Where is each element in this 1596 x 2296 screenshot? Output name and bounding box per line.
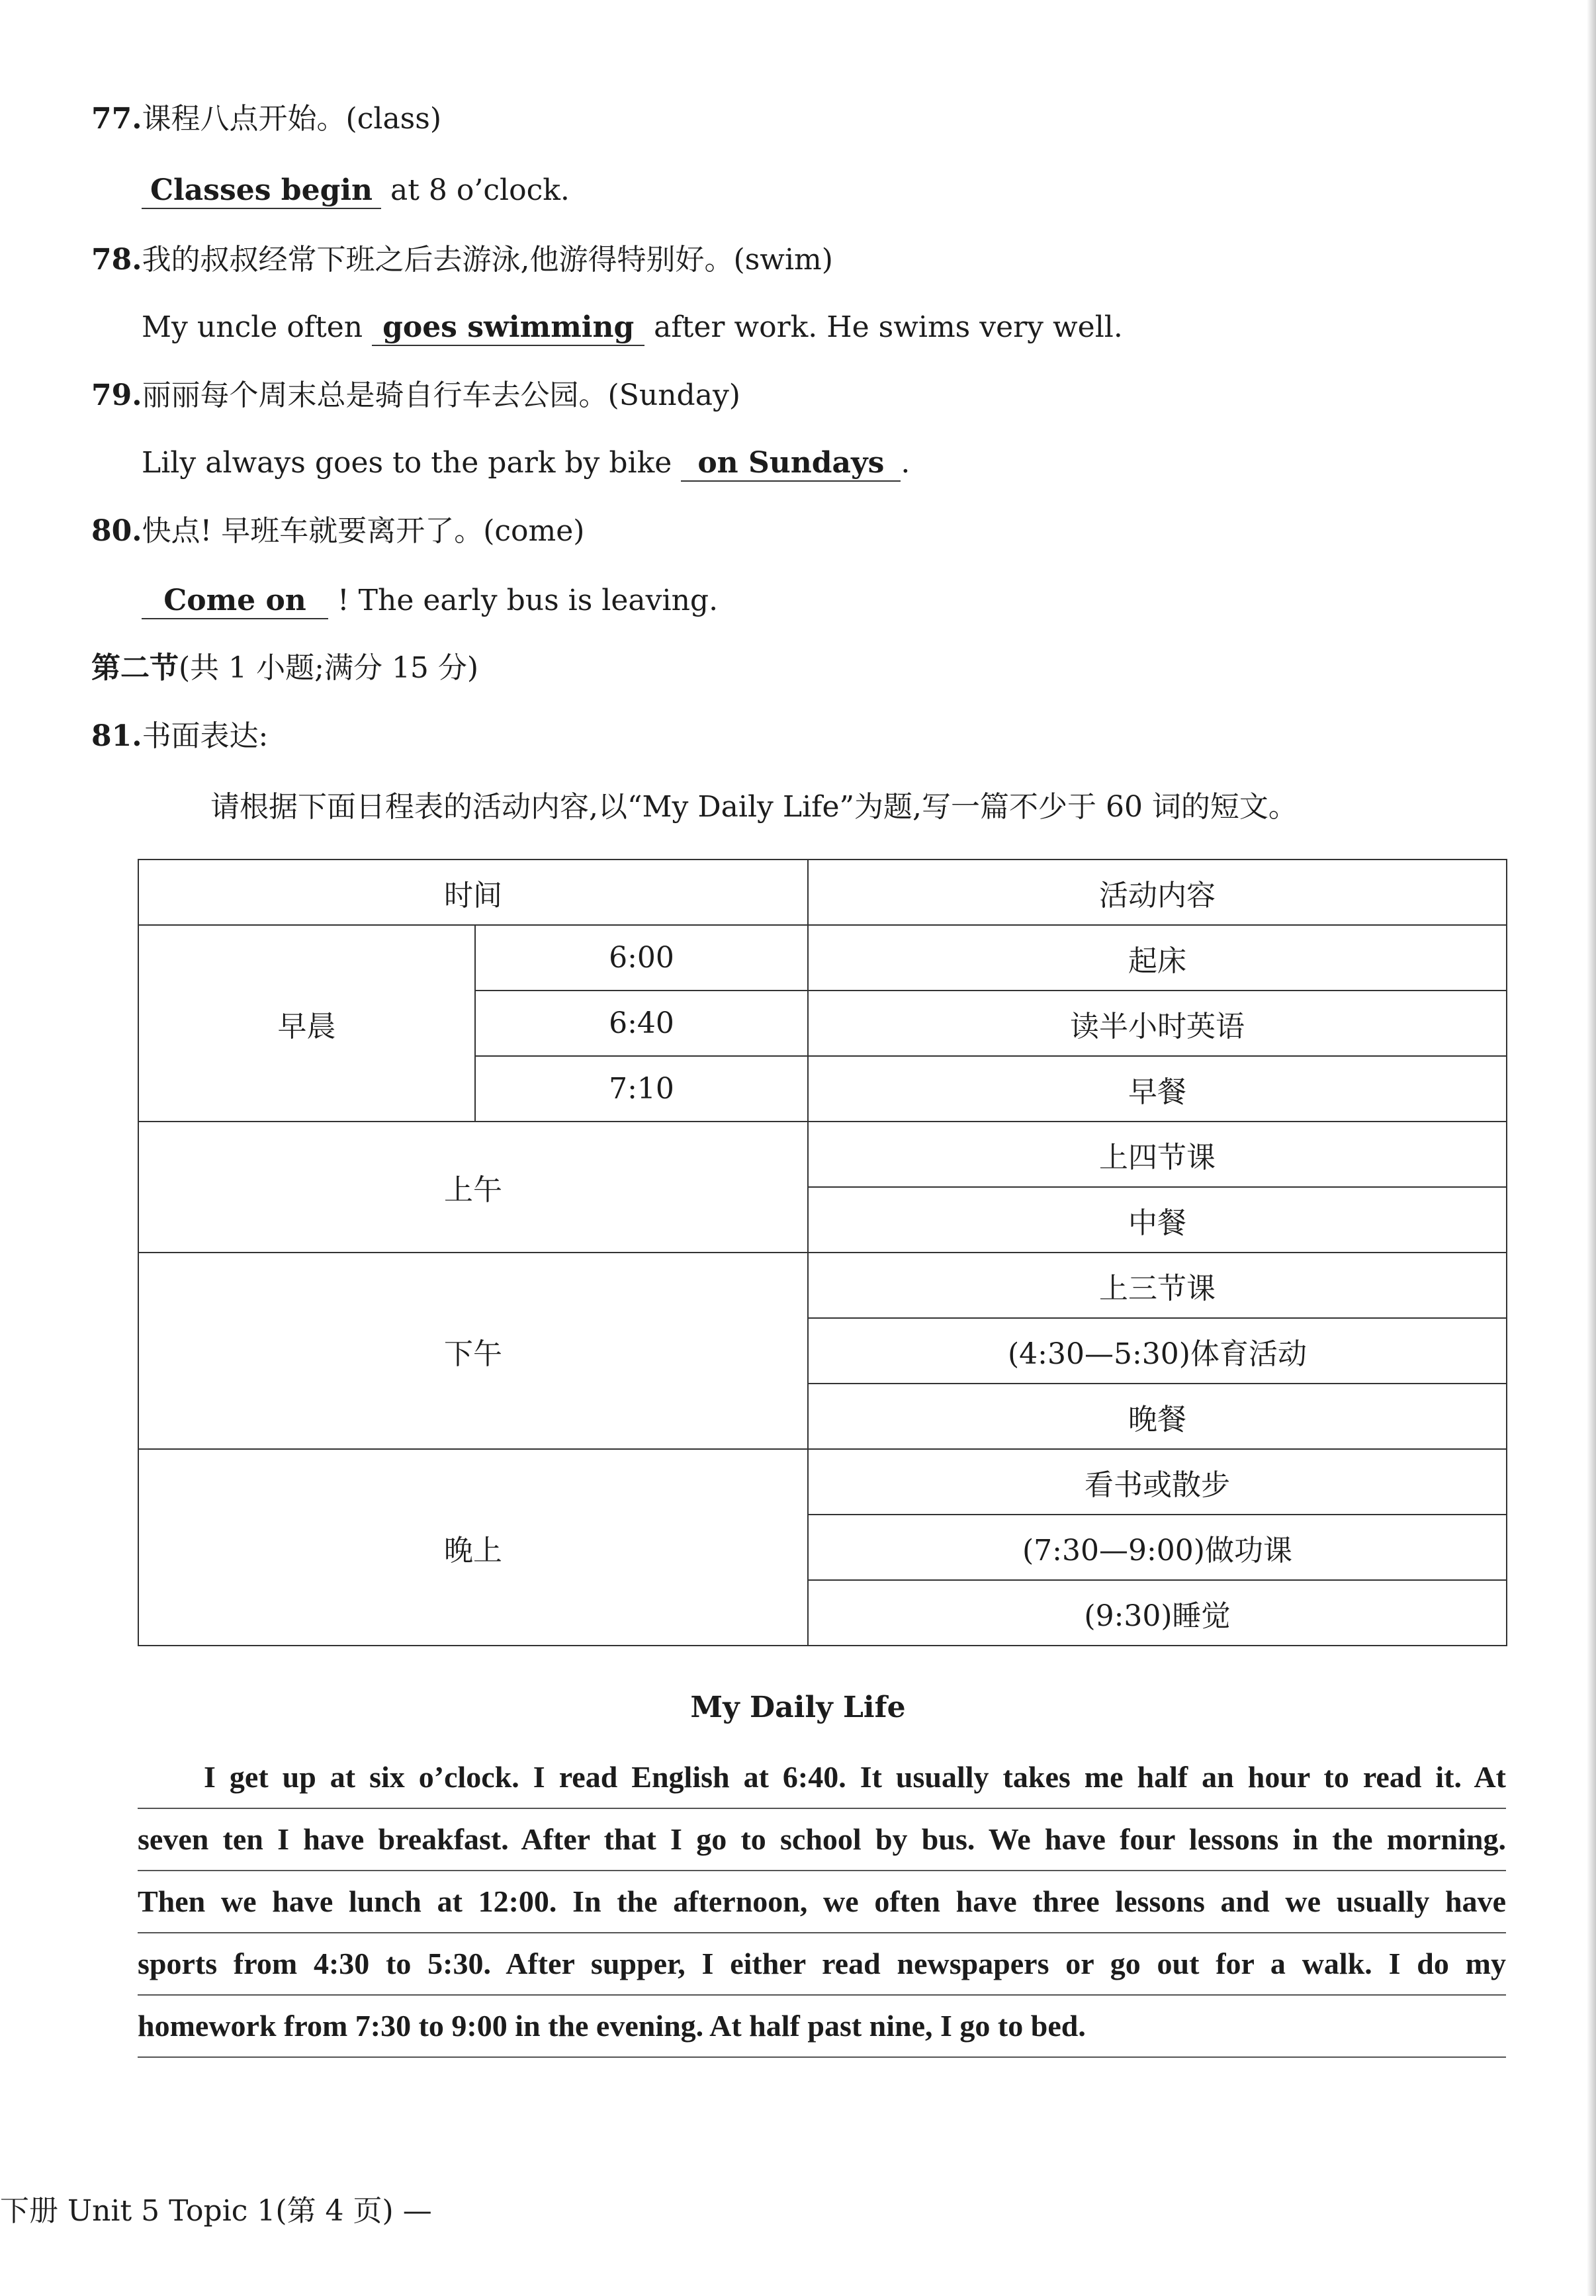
time-cell: 7:10 xyxy=(475,1056,808,1122)
essay-line: I get up at six o’clock. I read English at 6:40. It usually takes me half an hour to read it. At xyxy=(138,1747,1506,1809)
q77-number: 77. xyxy=(91,102,142,136)
table-header-row xyxy=(138,860,1507,925)
table-row xyxy=(138,925,1507,991)
q79-answer-line xyxy=(142,443,910,483)
activity-cell: 上四节课 xyxy=(808,1122,1507,1187)
page-edge-shadow xyxy=(1587,0,1596,2296)
q77-chinese: 课程八点开始。(class) xyxy=(142,102,442,136)
period-afternoon: 下午 xyxy=(138,1253,808,1449)
q80-number: 80. xyxy=(91,514,142,548)
q79-prompt xyxy=(91,376,740,416)
q78-answer-line xyxy=(142,308,1123,347)
header-activity: 活动内容 xyxy=(808,860,1507,925)
q79-after: . xyxy=(901,446,910,480)
activity-cell: 上三节课 xyxy=(808,1253,1507,1318)
q77-after: at 8 o’clock. xyxy=(390,173,570,207)
q78-prompt xyxy=(91,240,833,280)
table-row xyxy=(138,1122,1507,1187)
q77-prompt xyxy=(91,99,441,139)
essay-title: My Daily Life xyxy=(690,1691,906,1724)
q80-prompt xyxy=(91,511,584,551)
q77-answer-line xyxy=(142,171,570,210)
essay-line: sports from 4:30 to 5:30. After supper, I either read newspapers or go out for a walk. I do my xyxy=(138,1933,1506,1996)
section-two-title: 第二节 xyxy=(91,651,179,685)
essay-line: homework from 7:30 to 9:00 in the evening. At half past nine, I go to bed. xyxy=(138,1996,1506,2058)
section-two-heading xyxy=(91,648,478,688)
time-cell: 6:40 xyxy=(475,991,808,1056)
table-row xyxy=(138,1449,1507,1515)
table-row xyxy=(138,1253,1507,1318)
q80-answer: Come on xyxy=(142,584,328,619)
q78-number: 78. xyxy=(91,243,142,277)
q79-chinese: 丽丽每个周末总是骑自行车去公园。(Sunday) xyxy=(142,378,740,412)
q81-title: 书面表达: xyxy=(142,719,269,753)
q80-after: ! The early bus is leaving. xyxy=(337,584,719,617)
activity-cell: (7:30—9:00)做功课 xyxy=(808,1515,1507,1580)
period-morning: 早晨 xyxy=(138,925,475,1122)
activity-cell: 早餐 xyxy=(808,1056,1507,1122)
activity-cell: (9:30)睡觉 xyxy=(808,1580,1507,1646)
period-forenoon: 上午 xyxy=(138,1122,808,1253)
q78-after: after work. He swims very well. xyxy=(654,310,1123,344)
q77-answer: Classes begin xyxy=(142,173,381,209)
q78-answer: goes swimming xyxy=(372,310,644,346)
q79-before: Lily always goes to the park by bike xyxy=(142,446,672,480)
period-evening: 晚上 xyxy=(138,1449,808,1646)
activity-cell: (4:30—5:30)体育活动 xyxy=(808,1318,1507,1384)
header-time: 时间 xyxy=(138,860,808,925)
q81-prompt xyxy=(91,717,268,756)
time-cell: 6:00 xyxy=(475,925,808,991)
activity-cell: 晚餐 xyxy=(808,1384,1507,1449)
activity-cell: 中餐 xyxy=(808,1187,1507,1253)
q80-answer-line xyxy=(142,581,718,621)
q78-before: My uncle often xyxy=(142,310,363,344)
activity-cell: 看书或散步 xyxy=(808,1449,1507,1515)
section-two-info: (共 1 小题;满分 15 分) xyxy=(179,651,479,685)
q78-chinese: 我的叔叔经常下班之后去游泳,他游得特别好。(swim) xyxy=(142,243,833,277)
essay-line: seven ten I have breakfast. After that I go to school by bus. We have four lessons in the morning. xyxy=(138,1809,1506,1871)
essay-line: Then we have lunch at 12:00. In the afternoon, we often have three lessons and we usually have xyxy=(138,1871,1506,1933)
q81-instruction: 请根据下面日程表的活动内容,以“My Daily Life”为题,写一篇不少于 60 词的短文。 xyxy=(210,790,1298,824)
schedule-table xyxy=(138,859,1507,1646)
page-footer: 下册 Unit 5 Topic 1(第 4 页) — xyxy=(0,2194,432,2228)
activity-cell: 读半小时英语 xyxy=(808,991,1507,1056)
q79-number: 79. xyxy=(91,378,142,412)
q79-answer: on Sundays xyxy=(681,446,901,482)
activity-cell: 起床 xyxy=(808,925,1507,991)
essay-body xyxy=(138,1747,1506,2058)
q80-chinese: 快点! 早班车就要离开了。(come) xyxy=(142,514,585,548)
q81-number: 81. xyxy=(91,719,142,753)
